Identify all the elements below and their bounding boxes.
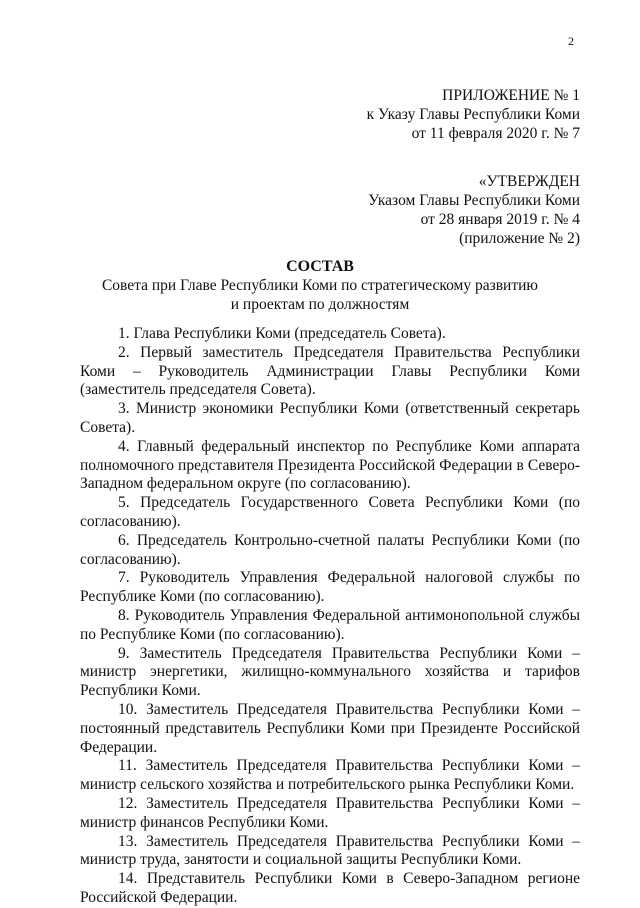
- members-list: [80, 325, 580, 908]
- list-item: 11. Заместитель Председателя Правительства Республики Коми – министр сельского хозяйства и потребительского рынка Республики Коми.: [80, 757, 580, 794]
- list-item: 9. Заместитель Председателя Правительства Республики Коми – министр энергетики, жилищно-коммунального хозяйства и тарифов Республики Коми.: [80, 644, 580, 700]
- list-item: 8. Руководитель Управления Федеральной антимонопольной службы по Республике Коми (по согласованию).: [80, 606, 580, 643]
- list-item: 5. Председатель Государственного Совета Республики Коми (по согласованию).: [80, 494, 580, 530]
- approved-title: «УТВЕРЖДЕН: [478, 173, 580, 190]
- document-subtitle: [60, 276, 580, 314]
- appendix-decree: к Указу Главы Республики Коми: [366, 106, 580, 123]
- approved-appendix-ref: (приложение № 2): [459, 230, 580, 247]
- list-item: 13. Заместитель Председателя Правительства Республики Коми – министр труда, занятости и социальной защиты Республики Коми.: [80, 832, 580, 869]
- list-item: 4. Главный федеральный инспектор по Республике Коми аппарата полномочного представителя Президента Российской Федерации в Северо-Западном федеральном округе (по согласованию).: [80, 437, 580, 493]
- document-title: СОСТАВ: [286, 258, 354, 275]
- list-item: 7. Руководитель Управления Федеральной налоговой службы по Республике Коми (по согласованию).: [80, 569, 580, 606]
- list-item: 6. Председатель Контрольно-счетной палаты Республики Коми (по согласованию).: [80, 531, 580, 568]
- page-number: 2: [568, 34, 574, 48]
- list-item: 12. Заместитель Председателя Правительства Республики Коми – министр финансов Республики Коми.: [80, 794, 580, 831]
- list-item: 14. Представитель Республики Коми в Северо-Западном регионе Российской Федерации.: [80, 870, 580, 906]
- list-item: 10. Заместитель Председателя Правительства Республики Коми – постоянный представитель Республики Коми при Президенте Российской Федерации.: [80, 700, 580, 756]
- appendix-header: [367, 86, 580, 143]
- approved-decree: Указом Главы Республики Коми: [368, 192, 580, 209]
- list-item: 1. Глава Республики Коми (председатель Совета).: [118, 325, 446, 342]
- subtitle-line-2: и проектам по должностям: [230, 296, 410, 313]
- appendix-title: ПРИЛОЖЕНИЕ № 1: [442, 87, 580, 104]
- list-item: 2. Первый заместитель Председателя Правительства Республики Коми – Руководитель Администрации Главы Республики Коми (заместитель председателя Совета).: [80, 343, 580, 399]
- appendix-date: от 11 февраля 2020 г. № 7: [411, 125, 580, 142]
- approved-date: от 28 января 2019 г. № 4: [420, 211, 580, 228]
- approval-stamp: [368, 172, 580, 248]
- list-item: 3. Министр экономики Республики Коми (ответственный секретарь Совета).: [80, 400, 580, 436]
- subtitle-line-1: Совета при Главе Республики Коми по стратегическому развитию: [101, 277, 539, 294]
